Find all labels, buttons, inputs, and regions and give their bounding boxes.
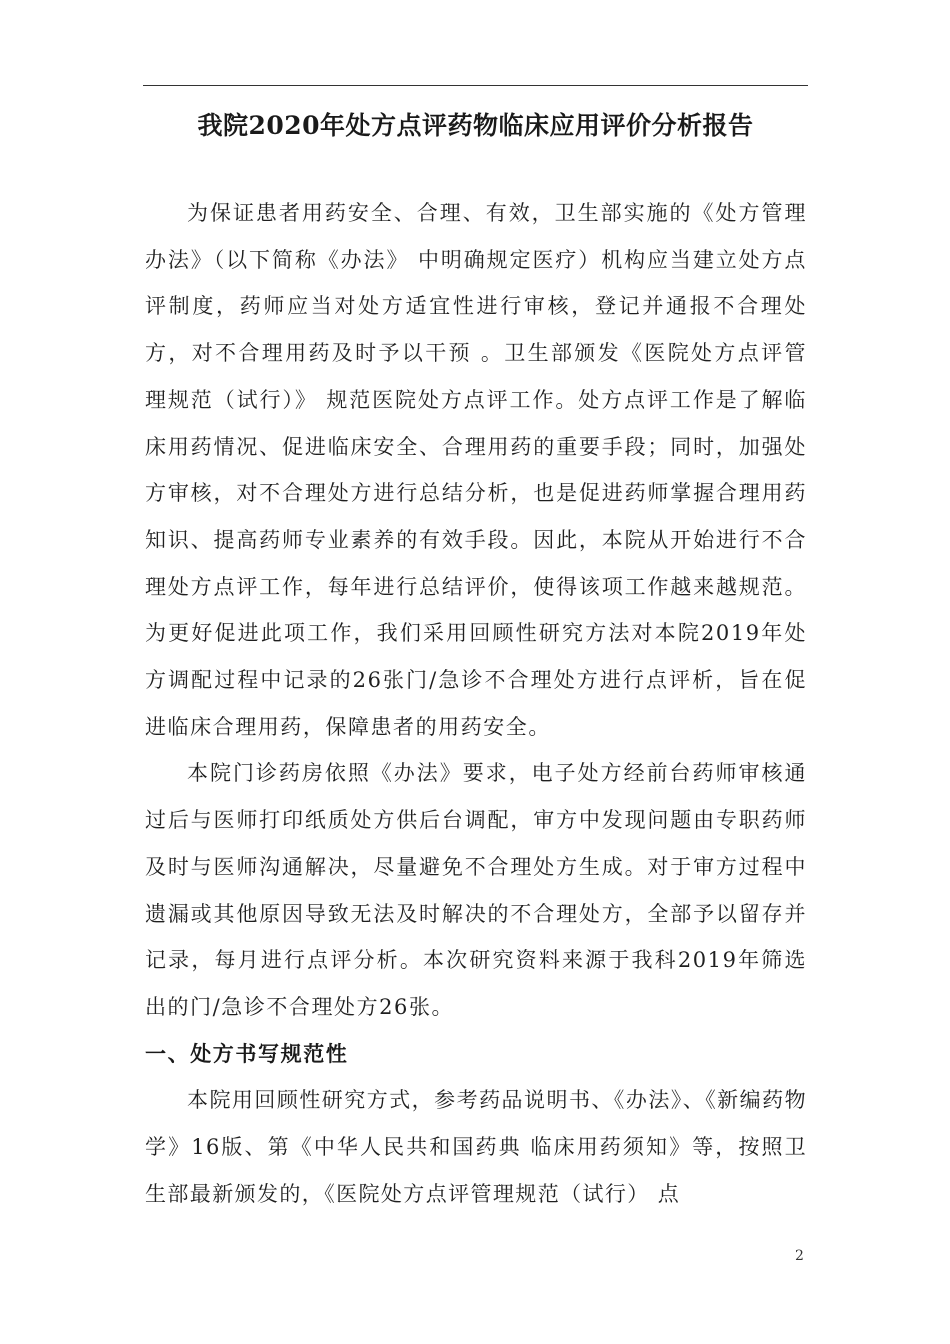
document-body [145,190,807,1217]
method-paragraph: 本院门诊药房依照《办法》要求，电子处方经前台药师审核通过后与医师打印纸质处方供后台调配，审方中发现问题由专职药师及时与医师沟通解决，尽量避免不合理处方生成。对于审方过程中遗漏或其他原因导致无法及时解决的不合理处方，全部予以留存并记录，每月进行点评分析。本次研究资料来源于我科2019年筛选出的门/急诊不合理处方26张。 [145,761,807,1019]
header-rule [143,85,808,86]
section-heading: 一、处方书写规范性 [145,1040,349,1066]
intro-paragraph: 为保证患者用药安全、合理、有效，卫生部实施的《处方管理办法》（以下简称《办法》 中明确规定医疗）机构应当建立处方点评制度，药师应当对处方适宜性进行审核，登记并通报不合理处方，对不合理用药及时予以干预 。卫生部颁发《医院处方点评管理规范（试行）》 规范医院处方点评工作。处方点评工作是了解临床用药情况、促进临床安全、合理用药的重要手段；同时，加强处方审核，对不合理处方进行总结分析，也是促进药师掌握合理用药知识、提高药师专业素养的有效手段。因此，本院从开始进行不合理处方点评工作，每年进行总结评价，使得该项工作越来越规范。为更好促进此项工作，我们采用回顾性研究方法对本院2019年处方调配过程中记录的26张门/急诊不合理处方进行点评析，旨在促进临床合理用药，保障患者的用药安全。 [145,201,807,739]
document-title: 我院2020年处方点评药物临床应用评价分析报告 [197,111,754,140]
page-number: 2 [795,1248,804,1264]
section-paragraph: 本院用回顾性研究方式，参考药品说明书、《办法》、《新编药物学》16版、第《中华人民共和国药典 临床用药须知》等，按照卫生部最新颁发的，《医院处方点评管理规范（试行） 点 [145,1088,807,1206]
